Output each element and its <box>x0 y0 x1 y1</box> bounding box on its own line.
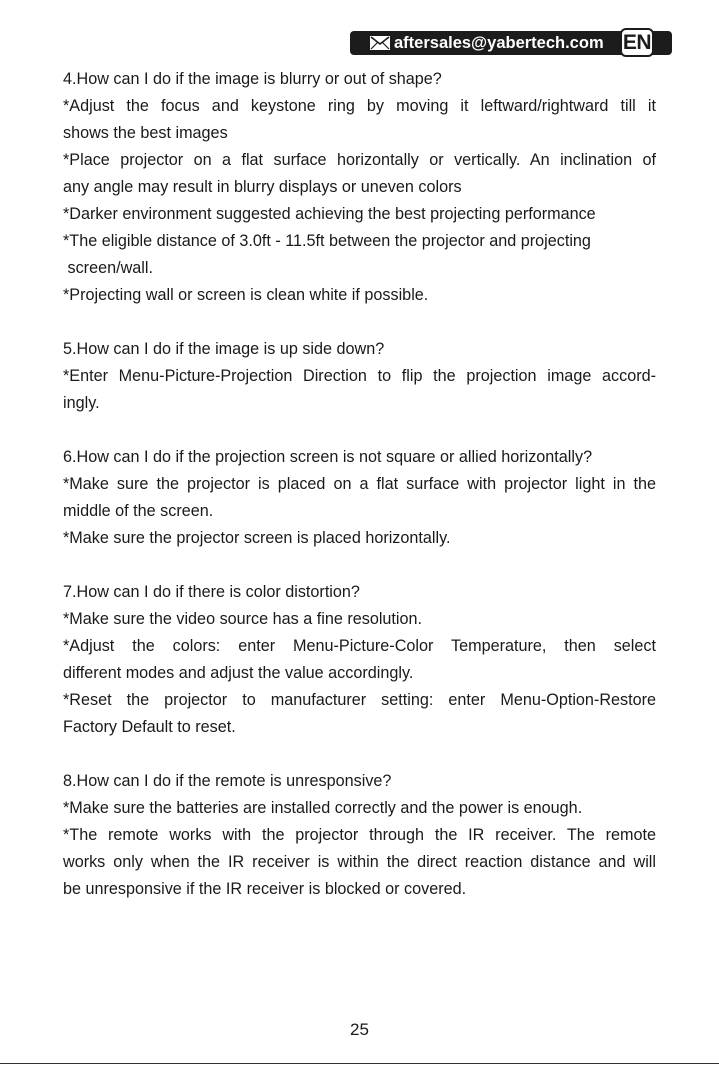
faq-answer-line: screen/wall. <box>63 259 153 277</box>
faq-answer-line: *Make sure the batteries are installed correctly and the power is enough. <box>63 799 583 817</box>
bottom-divider <box>0 1063 719 1064</box>
faq-answer-line: *Place projector on a flat surface horizontally or vertically. An inclination of <box>63 151 656 169</box>
faq-answer-line: *Adjust the colors: enter Menu-Picture-Color Temperature, then select <box>63 637 656 655</box>
faq-answer-line: ingly. <box>63 394 100 412</box>
language-badge: EN <box>620 28 654 57</box>
faq-content <box>63 66 656 903</box>
envelope-icon <box>370 36 390 50</box>
page-number: 25 <box>350 1020 369 1039</box>
faq-answer-line: works only when the IR receiver is within the direct reaction distance and will <box>63 853 656 871</box>
section-spacer <box>63 417 656 444</box>
faq-answer-line: *Projecting wall or screen is clean white if possible. <box>63 286 429 304</box>
faq-section-7 <box>63 579 656 741</box>
faq-answer-line: *Make sure the projector is placed on a flat surface with projector light in the <box>63 475 656 493</box>
faq-answer-line: *Enter Menu-Picture-Projection Direction to flip the projection image accord- <box>63 367 656 385</box>
faq-question: 8.How can I do if the remote is unresponsive? <box>63 772 392 790</box>
faq-question: 5.How can I do if the image is up side down? <box>63 340 385 358</box>
section-spacer <box>63 741 656 768</box>
contact-header-bar <box>350 31 672 55</box>
faq-answer-line: *Adjust the focus and keystone ring by moving it leftward/rightward till it <box>63 97 656 115</box>
faq-question: 4.How can I do if the image is blurry or out of shape? <box>63 70 442 88</box>
faq-answer-line: middle of the screen. <box>63 502 214 520</box>
section-spacer <box>63 552 656 579</box>
faq-section-6 <box>63 444 656 552</box>
faq-answer-line: different modes and adjust the value accordingly. <box>63 664 414 682</box>
faq-question: 7.How can I do if there is color distortion? <box>63 583 360 601</box>
faq-answer-line: *Darker environment suggested achieving the best projecting performance <box>63 205 596 223</box>
faq-section-4 <box>63 66 656 309</box>
faq-answer-line: be unresponsive if the IR receiver is blocked or covered. <box>63 880 467 898</box>
faq-section-5 <box>63 336 656 417</box>
faq-question: 6.How can I do if the projection screen is not square or allied horizontally? <box>63 448 593 466</box>
faq-answer-line: *The eligible distance of 3.0ft - 11.5ft between the projector and projecting <box>63 232 591 250</box>
faq-answer-line: *Make sure the projector screen is placed horizontally. <box>63 529 451 547</box>
faq-answer-line: Factory Default to reset. <box>63 718 236 736</box>
faq-answer-line: shows the best images <box>63 124 228 142</box>
support-email[interactable]: aftersales@yabertech.com <box>394 34 604 52</box>
section-spacer <box>63 309 656 336</box>
faq-answer-line: *Make sure the video source has a fine resolution. <box>63 610 423 628</box>
faq-answer-line: *The remote works with the projector through the IR receiver. The remote <box>63 826 656 844</box>
faq-answer-line: *Reset the projector to manufacturer setting: enter Menu-Option-Restore <box>63 691 656 709</box>
faq-section-8 <box>63 768 656 903</box>
faq-answer-line: any angle may result in blurry displays or uneven colors <box>63 178 462 196</box>
